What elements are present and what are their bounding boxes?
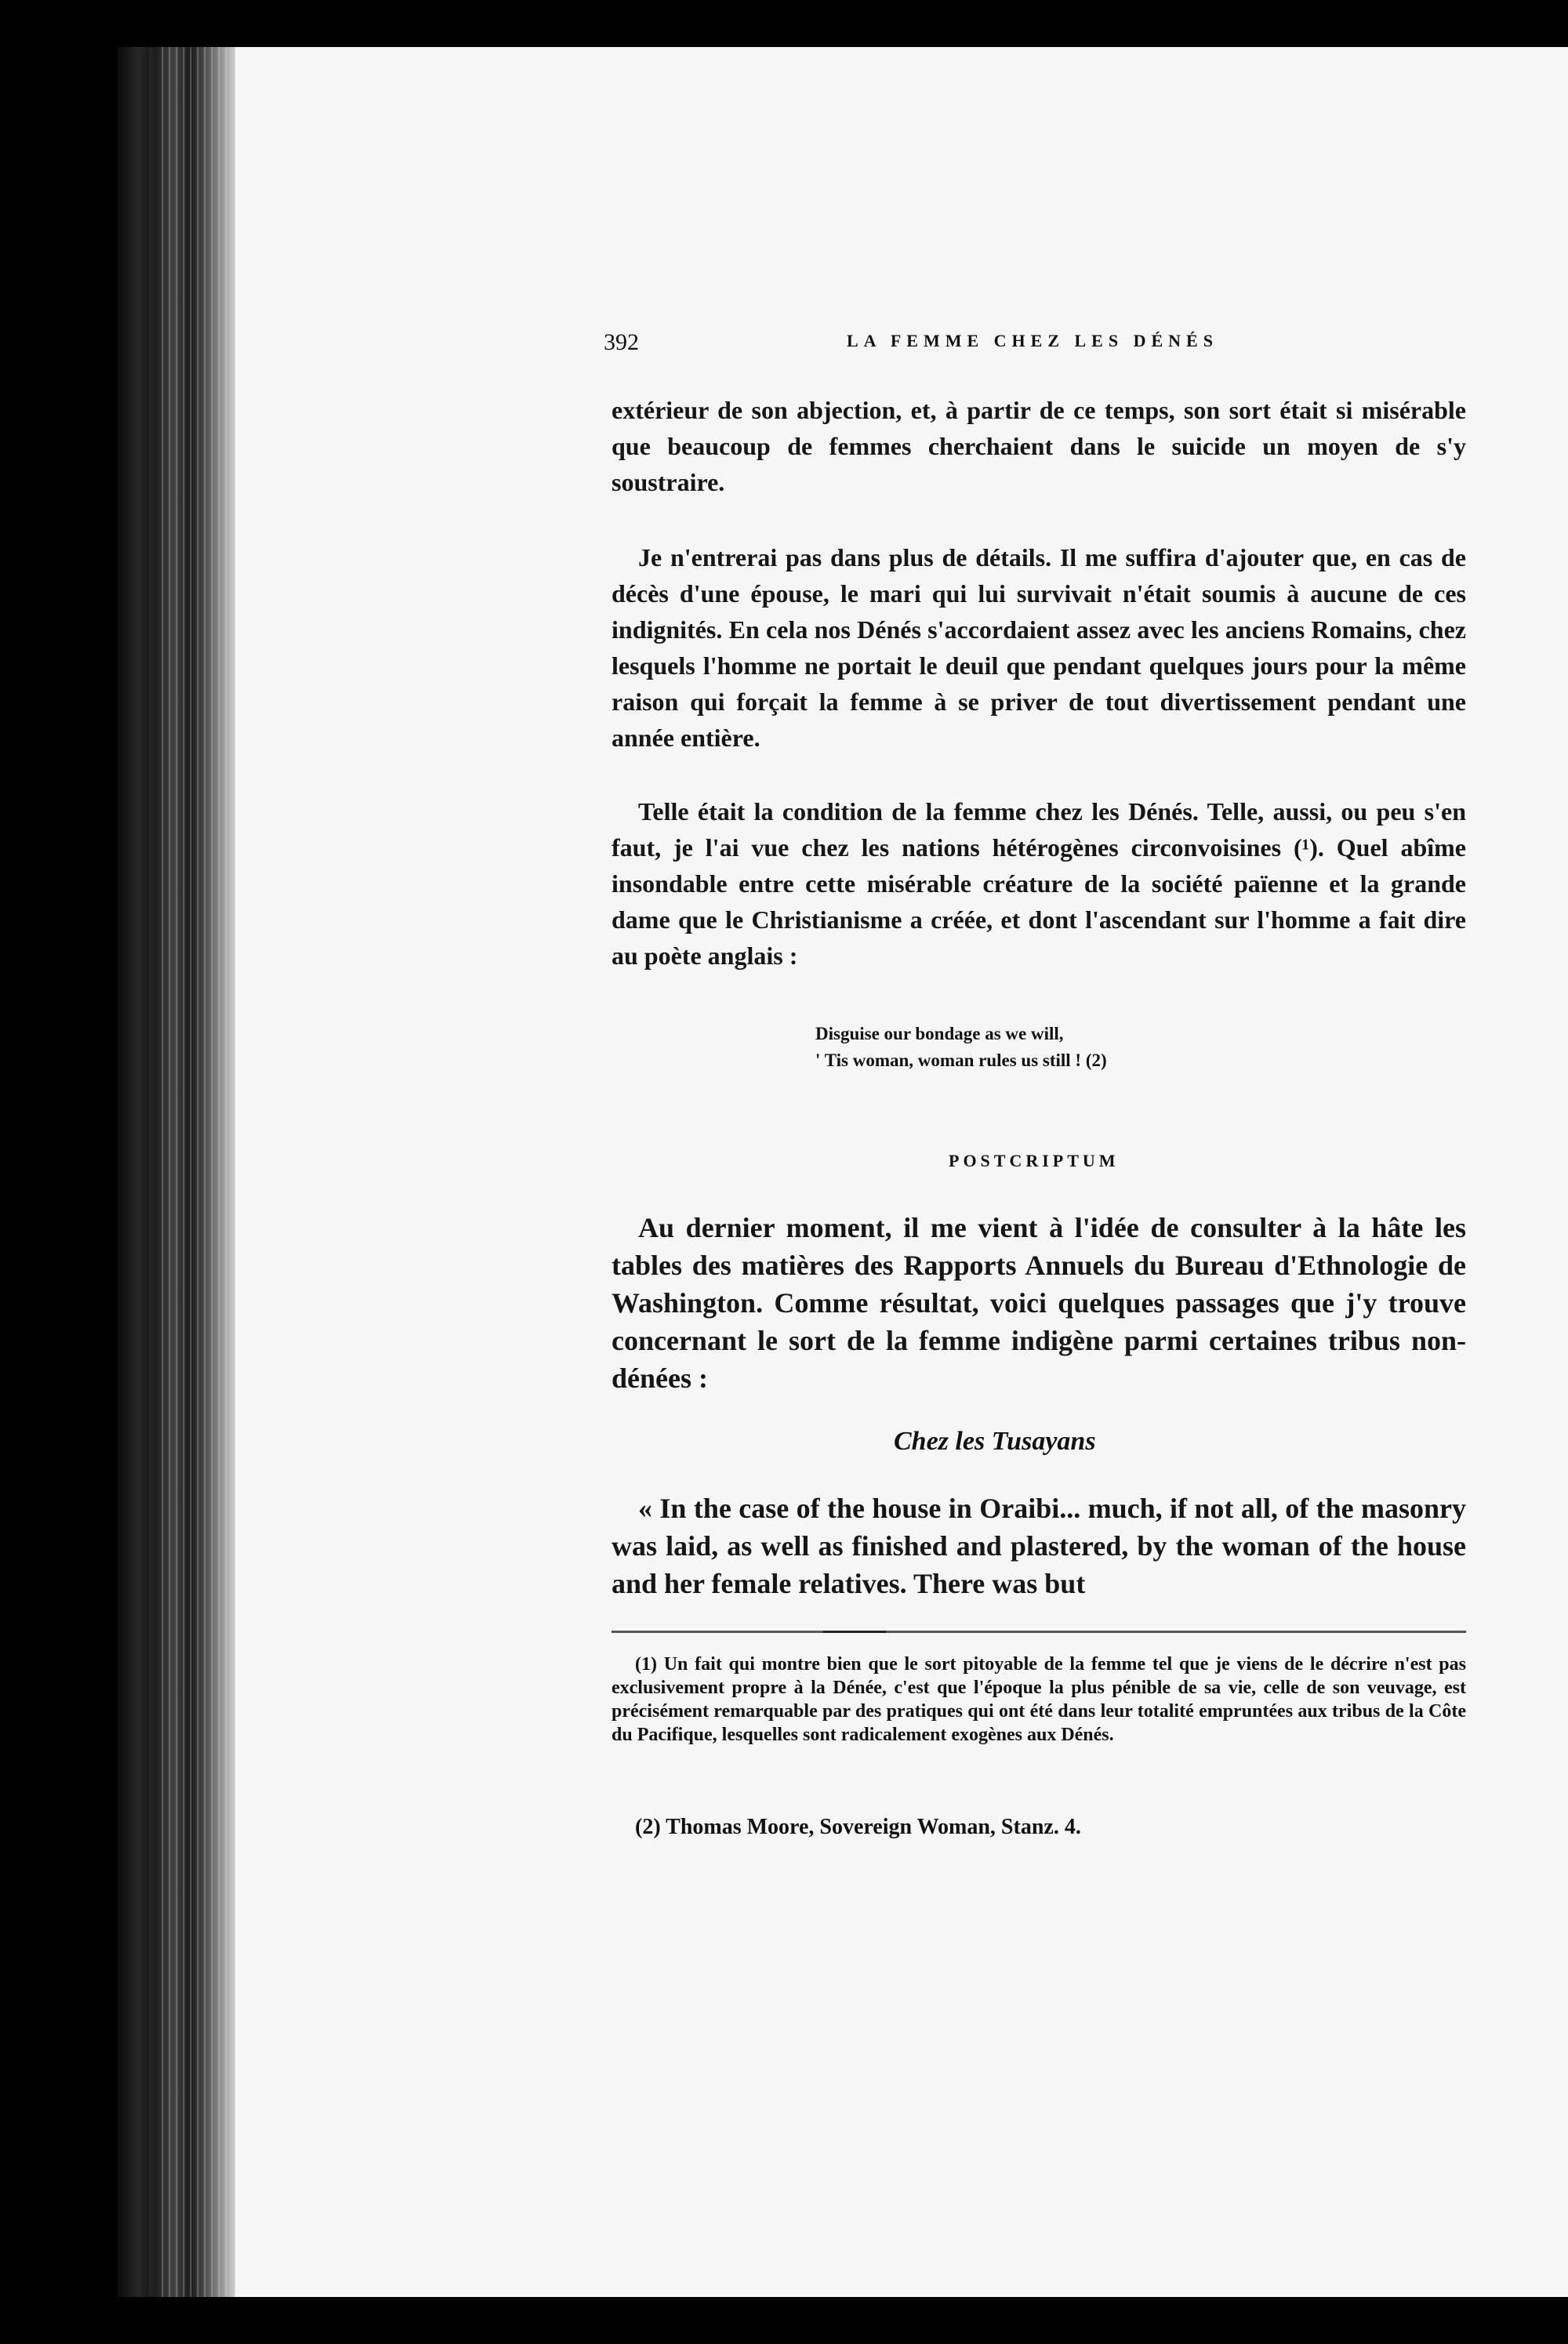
- paragraph-2: Je n'entrerai pas dans plus de détails. Il me suffira d'ajouter que, en cas de décès d'une épouse, le mari qui lui survivait n'était soumis à aucune de ces indignités. En cela nos Dénés s'accordaient assez avec les anciens Romains, chez lesquels l'homme ne portait le deuil que pendant quelques jours pour la même raison qui forçait la femme à se priver de tout divertissement pendant une année entière.: [612, 543, 1466, 752]
- paragraph-3: Telle était la condition de la femme chez les Dénés. Telle, aussi, ou peu s'en faut, je l'ai vue chez les nations hétérogènes circonvoisines (¹). Quel abîme insondable entre cette misérable créature de la société païenne et la grande dame que le Christianisme a créée, et dont l'ascendant sur l'homme a fait dire au poète anglais :: [612, 797, 1466, 970]
- section-subheading: Chez les Tusayans: [894, 1427, 1096, 1456]
- paragraph-1: extérieur de son abjection, et, à partir de ce temps, son sort était si misérable que beaucoup de femmes cherchaient dans le suicide un moyen de s'y soustraire.: [612, 396, 1466, 496]
- page-number: 392: [604, 329, 639, 355]
- running-title: LA FEMME CHEZ LES DÉNÉS: [847, 331, 1218, 350]
- footnote-2: (2) Thomas Moore, Sovereign Woman, Stanz. 4.: [635, 1815, 1081, 1839]
- footnote-rule: [612, 1631, 1466, 1633]
- page-edge-streaks: [157, 47, 231, 2297]
- postscriptum-paragraph: Au dernier moment, il me vient à l'idée de consulter à la hâte les tables des matières des Rapports Annuels du Bureau d'Ethnologie de Washington. Comme résultat, voici quelques passages que j'y trouve concernant le sort de la femme indigène parmi certaines tribus non-dénées :: [612, 1212, 1466, 1394]
- quote-line-1: Disguise our bondage as we will,: [815, 1024, 1064, 1043]
- postscriptum-heading: POSTCRIPTUM: [949, 1151, 1120, 1170]
- footnote-rule-mark: [823, 1631, 886, 1633]
- book-page: [149, 47, 1568, 2297]
- quote-line-2: ' Tis woman, woman rules us still ! (2): [815, 1050, 1107, 1070]
- footnote-1: (1) Un fait qui montre bien que le sort pitoyable de la femme tel que je viens de le décrire n'est pas exclusivement propre à la Dénée, c'est que l'époque la plus pénible de sa vie, celle de son veuvage, est précisément remarquable par des pratiques qui ont été dans leur totalité empruntées aux tribus de la Côte du Pacifique, lesquelles sont radicalement exogènes aux Dénés.: [612, 1654, 1466, 1745]
- english-quotation: « In the case of the house in Oraibi... much, if not all, of the masonry was laid, as well as finished and plastered, by the woman of the house and her female relatives. There was but: [612, 1493, 1466, 1599]
- page-header: [604, 329, 1466, 361]
